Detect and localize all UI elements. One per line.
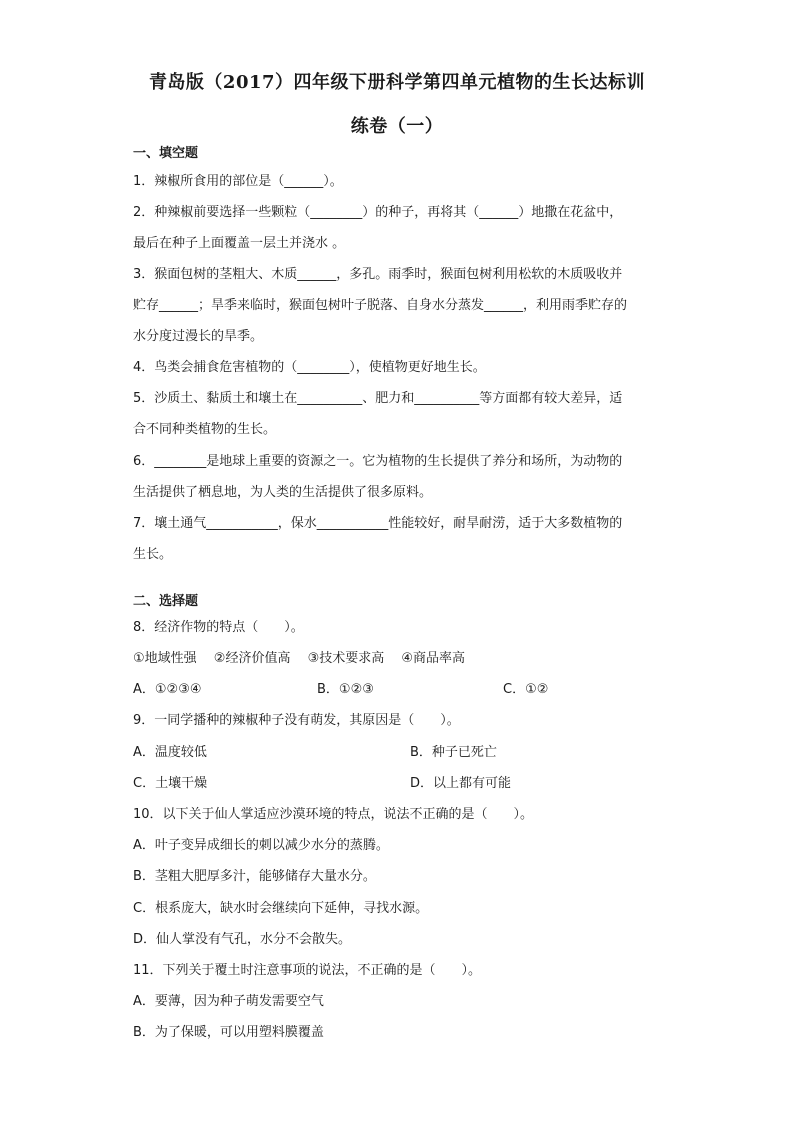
question-8-option-b: B．①②③: [317, 682, 374, 697]
question-9-option-d: D．以上都有可能: [410, 776, 512, 791]
question-line: 2．种辣椒前要选择一些颗粒（________）的种子，再将其（______）地撒在花盆中，: [133, 205, 623, 220]
question-9-option-c: C．土壤干燥: [133, 776, 208, 791]
question-10-option-b: B．茎粗大肥厚多汁，能够储存大量水分。: [133, 869, 376, 884]
question-line: 生长。: [133, 547, 173, 562]
question-8-option-a: A．①②③④: [133, 682, 202, 697]
question-11-option-b: B．为了保暖，可以用塑料膜覆盖: [133, 1025, 324, 1040]
question-8-items: ①地域性强 ②经济价值高 ③技术要求高 ④商品率高: [133, 651, 466, 666]
question-line: 5．沙质土、黏质土和壤土在__________、肥力和__________等方面都有较大差异，适: [133, 391, 623, 406]
question-line: 1．辣椒所食用的部位是（______）。: [133, 174, 343, 189]
question-10-option-c: C．根系庞大，缺水时会继续向下延伸，寻找水源。: [133, 901, 429, 916]
question-line: 水分度过漫长的旱季。: [133, 329, 264, 344]
question-10-option-a: A．叶子变异成细长的刺以减少水分的蒸腾。: [133, 838, 389, 853]
question-line: 生活提供了栖息地，为人类的生活提供了很多原料。: [133, 485, 433, 500]
question-line: 3．猴面包树的茎粗大、木质______，多孔。雨季时，猴面包树利用松软的木质吸收并: [133, 267, 623, 282]
question-line: 7．壤土通气___________，保水___________性能较好，耐旱耐涝，适于大多数植物的: [133, 516, 623, 531]
question-9-option-a: A．温度较低: [133, 745, 207, 760]
page-title-line1: 青岛版（2017）四年级下册科学第四单元植物的生长达标训: [148, 72, 646, 93]
section-heading-choice: 二、选择题: [133, 594, 199, 609]
question-11-option-a: A．要薄，因为种子萌发需要空气: [133, 994, 324, 1009]
question-9-option-b: B．种子已死亡: [410, 745, 497, 760]
question-line: 6．________是地球上重要的资源之一。它为植物的生长提供了养分和场所，为动物的: [133, 454, 623, 469]
question-line: 最后在种子上面覆盖一层土并浇水 。: [133, 236, 346, 251]
question-line: 贮存______；旱季来临时，猴面包树叶子脱落、自身水分蒸发______，利用雨季贮存的: [133, 298, 628, 313]
question-8-stem: 8．经济作物的特点（ ）。: [133, 620, 304, 635]
question-line: 4．鸟类会捕食危害植物的（________），使植物更好地生长。: [133, 360, 486, 375]
page-title-line2: 练卷（一）: [350, 116, 444, 137]
question-10-option-d: D．仙人掌没有气孔，水分不会散失。: [133, 932, 352, 947]
question-line: 合不同种类植物的生长。: [133, 422, 277, 437]
question-11-stem: 11．下列关于覆土时注意事项的说法，不正确的是（ ）。: [133, 963, 482, 978]
question-9-stem: 9．一同学播种的辣椒种子没有萌发，其原因是（ ）。: [133, 713, 460, 728]
section-heading-fill-in: 一、填空题: [133, 146, 199, 161]
question-8-option-c: C．①②: [503, 682, 549, 697]
question-10-stem: 10．以下关于仙人掌适应沙漠环境的特点，说法不正确的是（ ）。: [133, 807, 534, 822]
